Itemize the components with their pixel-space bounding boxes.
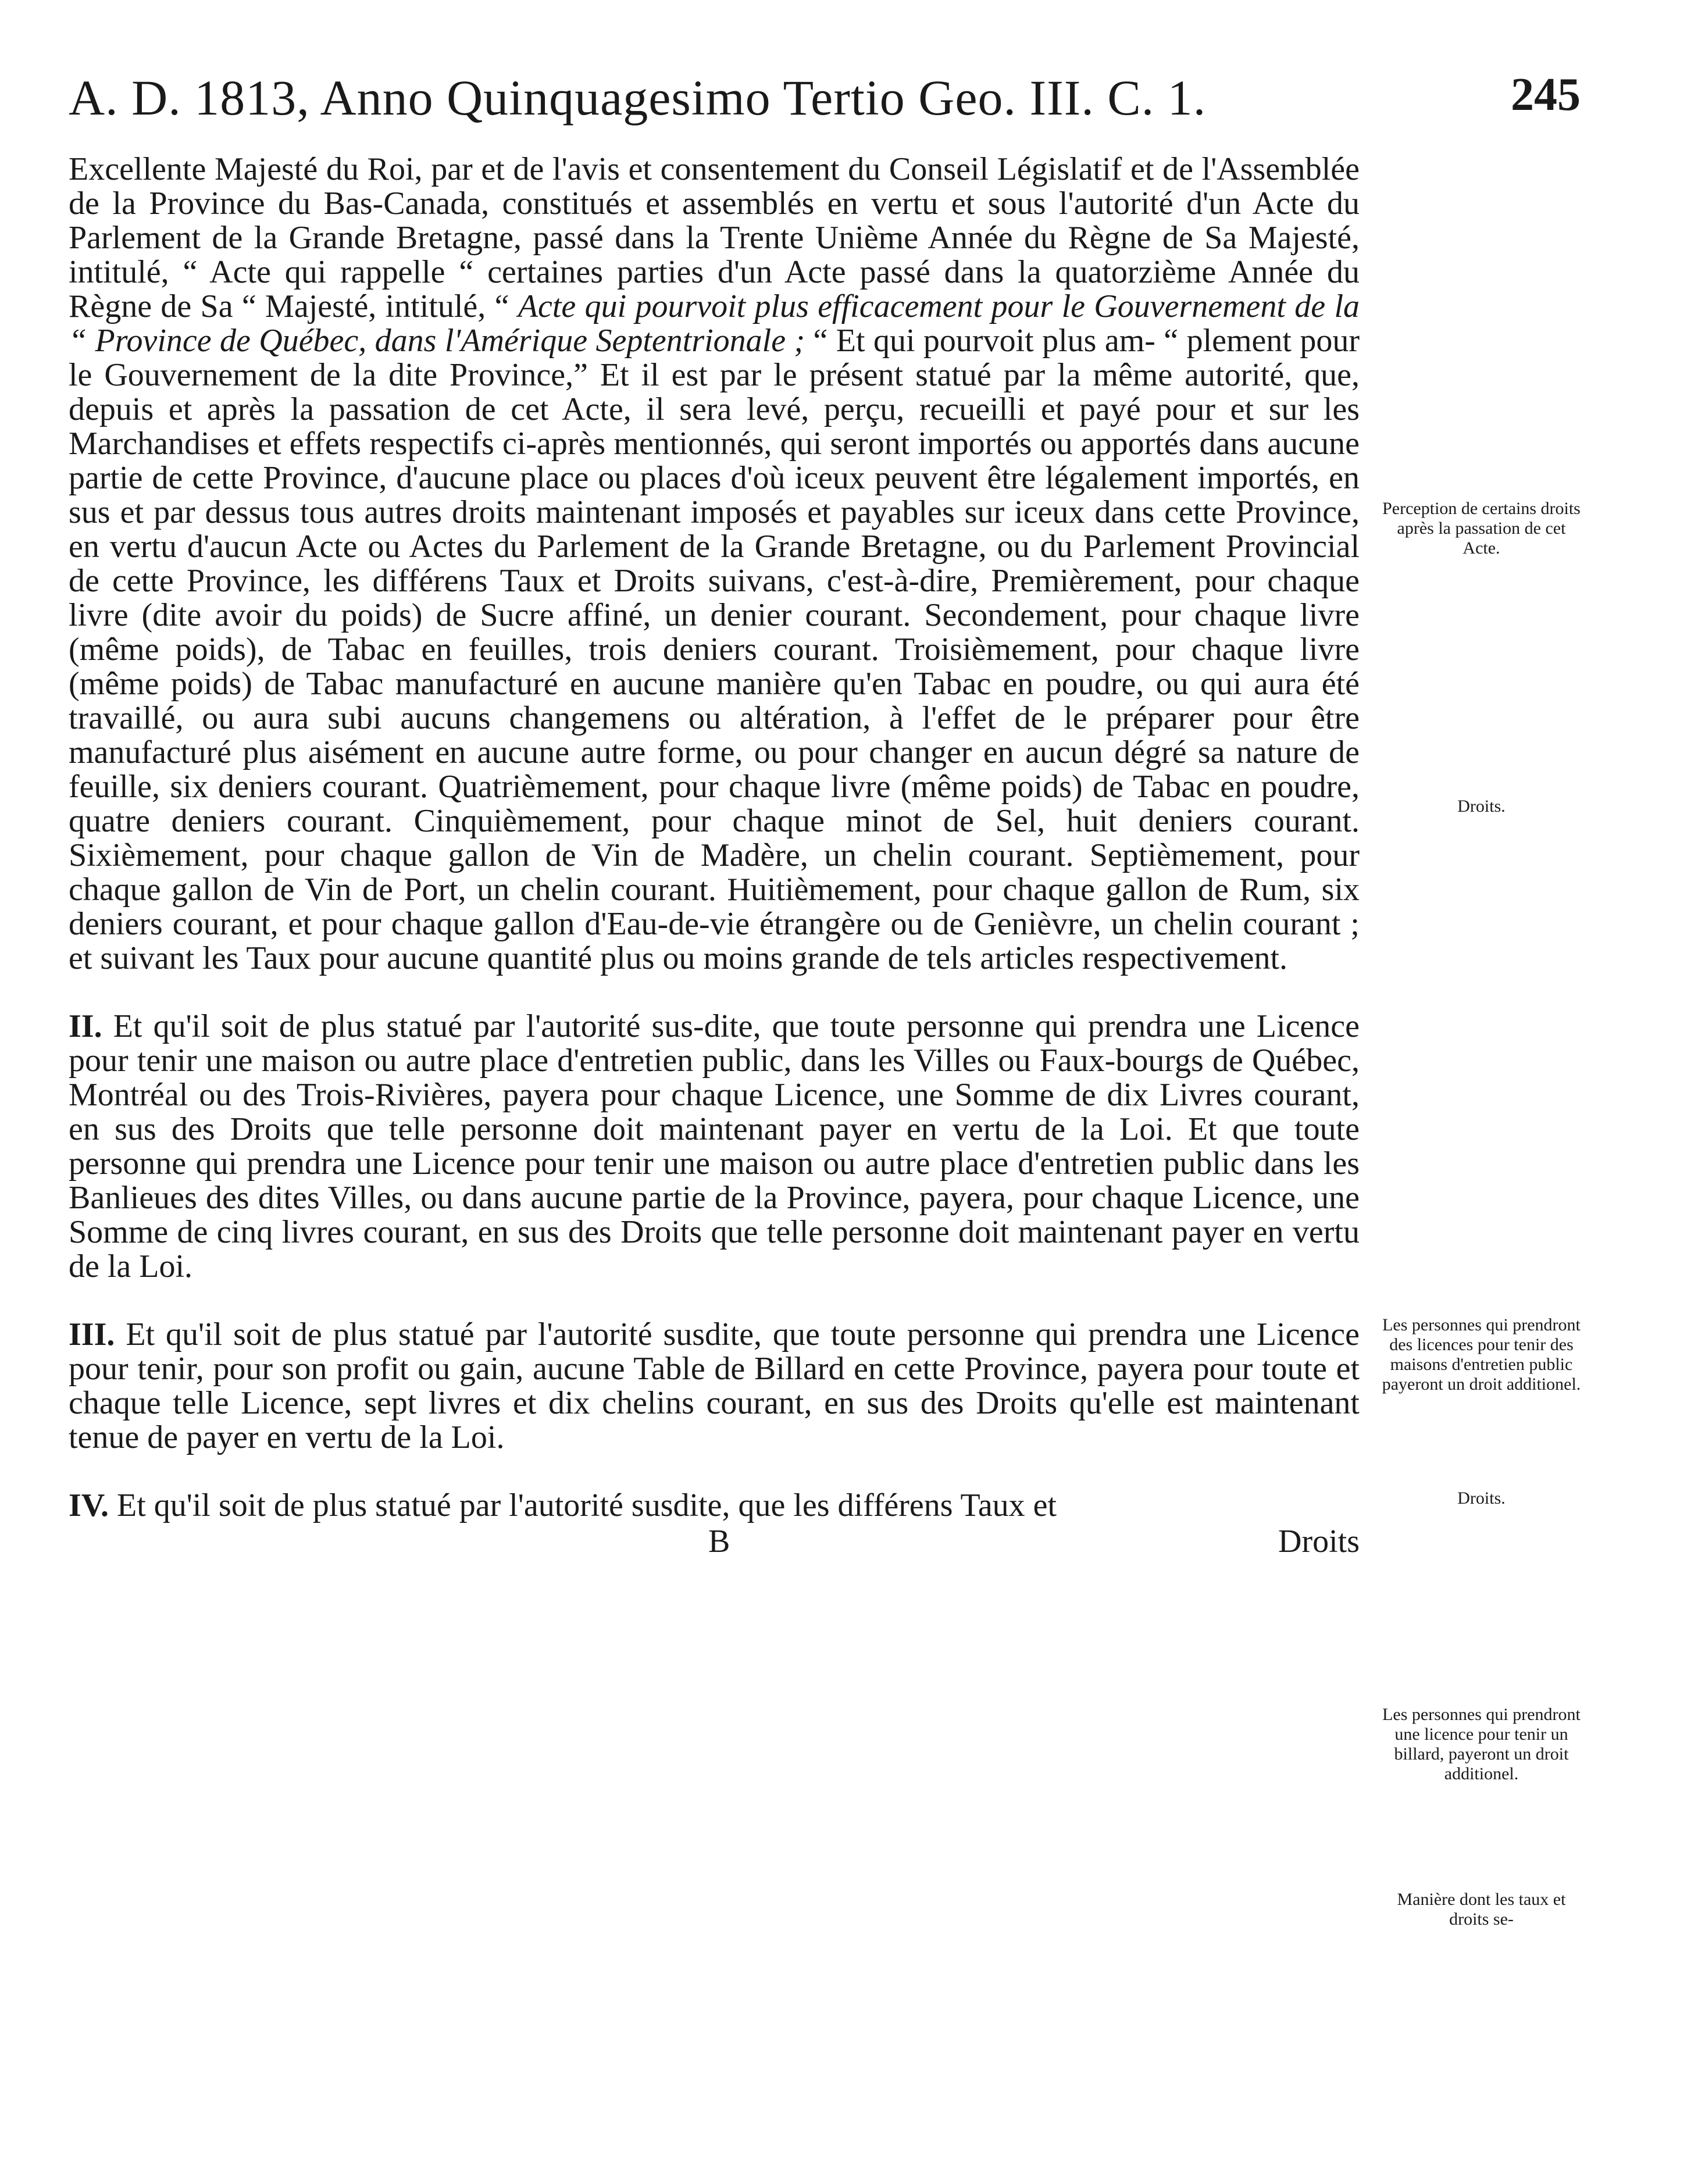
paragraph-1 — [69, 152, 1360, 976]
paragraph-3 — [69, 1318, 1360, 1455]
paragraph-2 — [69, 1009, 1360, 1284]
main-text — [69, 152, 1360, 1558]
section-number-2: II. — [69, 1008, 102, 1044]
paragraph-4-text: Et qu'il soit de plus statué par l'autorité susdite, que les différens Taux et — [117, 1487, 1057, 1523]
margin-note-droits-1: Droits. — [1457, 797, 1506, 816]
margin-note-billard: Les personnes qui prendront une licence pour tenir un billard, payeront un droit additionel. — [1382, 1705, 1581, 1783]
paragraph-2-text: Et qu'il soit de plus statué par l'autorité sus-dite, que toute personne qui prendra une Licence pour tenir une maison ou autre place d'entretien public, dans les Villes ou Faux-bourgs de Québec, Montréal ou des Trois-Rivières, payera pour chaque Licence, une Somme de dix Livres courant, en sus des Droits que telle personne doit maintenant payer en vertu de la Loi. Et que toute personne qui prendra une Licence pour tenir une maison ou autre place d'entretien public dans les Banlieues des dites Villes, ou dans aucune partie de la Province, payera, pour chaque Licence, une Somme de cinq livres courant, en sus des Droits que telle personne doit maintenant payer en vertu de la Loi. — [69, 1008, 1360, 1284]
paragraph-4 — [69, 1489, 1360, 1523]
page-number: 245 — [1511, 69, 1581, 120]
section-number-3: III. — [69, 1316, 115, 1352]
section-number-4: IV. — [69, 1487, 109, 1523]
margin-note-licences: Les personnes qui prendront des licences pour tenir des maisons d'entretien public payeront un droit additionel. — [1382, 1315, 1581, 1394]
paragraph-3-text: Et qu'il soit de plus statué par l'autorité susdite, que toute personne qui prendra une Licence pour tenir, pour son profit ou gain, aucune Table de Billard en cette Province, payera pour toute et chaque telle Licence, sept livres et dix chelins courant, en sus des Droits qu'elle est maintenant tenue de payer en vertu de la Loi. — [69, 1316, 1360, 1455]
act-title-italic: Acte qui pourvoit plus efficacement pour le Gouvernement de la “ Province de Québec, dans l'Amérique Septentrionale ; — [69, 288, 1360, 359]
paragraph-1-part-c: “ Et qui pourvoit plus am- “ plement pour le Gouvernement de la dite Province,” Et il est par le présent statué par la même autorité, que, depuis et après la passation de cet Acte, il sera levé, perçu, recueilli et payé pour et sur les Marchandises et effets respectifs ci-après mentionnés, qui seront importés ou apportés dans aucune partie de cette Province, d'aucune place ou places d'où iceux peuvent être légalement importés, en sus et par dessus tous autres droits maintenant imposés et payables sur iceux dans cette Province, en vertu d'aucun Acte ou Actes du Parlement de la Grande Bretagne, ou du Parlement Provincial de cette Province, les différens Taux et Droits suivans, c'est-à-dire, Premièrement, pour chaque livre (dite avoir du poids) de Sucre affiné, un denier courant. Secondement, pour chaque livre (même poids), de Tabac en feuilles, trois deniers courant. Troisièmement, pour chaque livre (même poids) de Tabac manufacturé en aucune manière qu'en Tabac en poudre, ou qui aura été travaillé, ou aura subi aucuns changemens ou altération, à l'effet de le préparer pour être manufacturé plus aisément en aucune autre forme, ou pour changer en aucun dégré sa nature de feuille, six deniers courant. Quatrièmement, pour chaque livre (même poids) de Tabac en poudre, quatre deniers courant. Cinquièmement, pour chaque minot de Sel, huit deniers courant. Sixièmement, pour chaque gallon de Vin de Madère, un chelin courant. Septièmement, pour chaque gallon de Vin de Port, un chelin courant. Huitièmement, pour chaque gallon de Rum, six deniers courant, et pour chaque gallon d'Eau-de-vie étrangère ou de Genièvre, un chelin courant ; et suivant les Taux pour aucune quantité plus ou moins grande de tels articles respectivement. — [69, 323, 1360, 976]
catchword: Droits — [1278, 1523, 1360, 1560]
signature-mark: B — [708, 1523, 730, 1560]
footer-line — [69, 1523, 1360, 1558]
margin-note-perception: Perception de certains droits après la passation de cet Acte. — [1382, 499, 1581, 558]
margin-note-droits-2: Droits. — [1457, 1489, 1506, 1508]
running-head: A. D. 1813, Anno Quinquagesimo Tertio Geo. III. C. 1. — [69, 70, 1207, 126]
paragraph-1-part-a: Excellente Majesté du Roi, par et de l'avis et consentement du Conseil Législatif et de l'Assemblée de la Province du Bas-Canada, constitués et assemblés en vertu et sous l'autorité d'un Acte du Parlement de la Grande Bretagne, passé dans la Trente Unième Année du Règne de Sa Majesté, intitulé, “ Acte qui rappelle “ certaines parties d'un Acte passé dans la quatorzième Année du Règne de Sa “ Majesté, intitulé, “ — [69, 151, 1360, 324]
margin-note-maniere: Manière dont les taux et droits se- — [1397, 1890, 1566, 1929]
page-header — [69, 69, 1581, 138]
